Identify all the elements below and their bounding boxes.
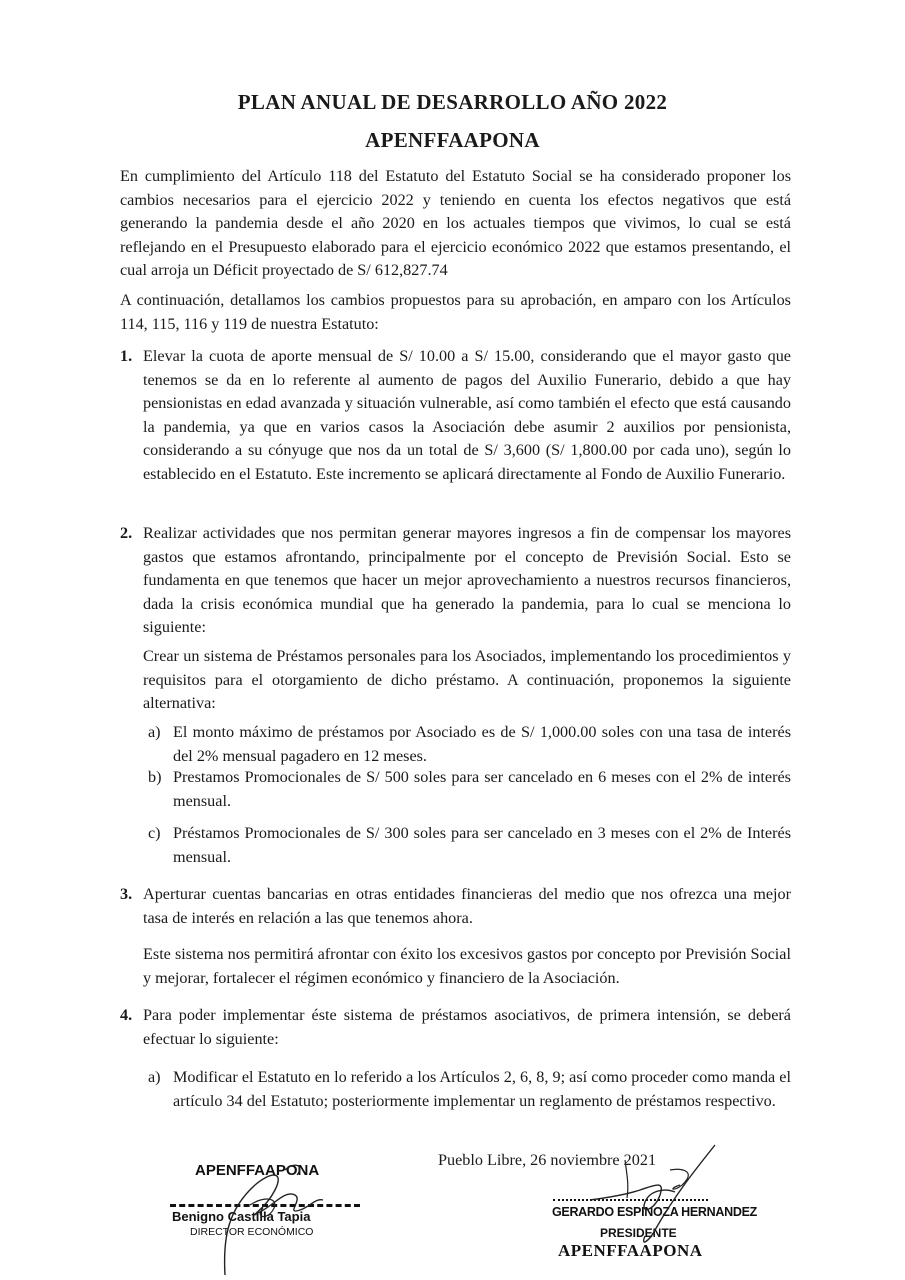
item-2b-letter: b) <box>148 768 162 786</box>
item-1-number: 1. <box>120 347 133 365</box>
item-1-text: Elevar la cuota de aporte mensual de S/ 10.00 a S/ 15.00, considerando que el mayor gasto que tenemos se da en lo referente al aumento de pagos del Auxilio Funerario, debido a que hay pensionistas en edad avanzada y situación vulnerable, así como también el efecto que está causando la pandemia, ya que en varios casos la Asociación debe asumir 2 auxilios por pensionista, considerando a su cónyuge que nos da un total de S/ 3,600 (S/ 1,800.00 por cada uno), según lo establecido en el Estatuto. Este incremento se aplicará directamente al Fondo de Auxilio Funerario. <box>143 347 791 483</box>
left-handwritten-signature <box>215 1150 335 1280</box>
left-signer-name: Benigno Castilla Tapia <box>172 1209 311 1224</box>
item-4a-letter: a) <box>148 1068 161 1086</box>
item-2-followup: Crear un sistema de Préstamos personales para los Asociados, implementando los procedimientos y requisitos para el otorgamiento de dicho préstamo. A continuación, proponemos la siguiente alternativa: <box>143 647 791 712</box>
right-signer-name: GERARDO ESPINOZA HERNANDEZ <box>552 1205 757 1219</box>
right-signer-role: PRESIDENTE <box>600 1226 677 1240</box>
item-3-followup: Este sistema nos permitirá afrontar con éxito los excesivos gastos por concepto por Previsión Social y mejorar, fortalecer el régimen económico y financiero de la Asociación. <box>143 945 791 987</box>
intro-paragraph-2: A continuación, detallamos los cambios propuestos para su aprobación, en amparo con los Artículos 114, 115, 116 y 119 de nuestra Estatuto: <box>120 291 791 333</box>
organization-name: APENFFAAPONA <box>365 128 540 152</box>
document-title: PLAN ANUAL DE DESARROLLO AÑO 2022 <box>237 90 668 114</box>
item-3-text: Aperturar cuentas bancarias en otras entidades financieras del medio que nos ofrezca una mejor tasa de interés en relación a las que tenemos ahora. <box>143 885 791 927</box>
item-2c-text: Préstamos Promocionales de S/ 300 soles para ser cancelado en 3 meses con el 2% de Interés mensual. <box>173 824 791 866</box>
place-date: Pueblo Libre, 26 noviembre 2021 <box>438 1151 657 1169</box>
left-signer-role: DIRECTOR ECONÓMICO <box>190 1226 314 1238</box>
item-2c-letter: c) <box>148 824 161 842</box>
right-stamp-org: APENFFAAPONA <box>558 1241 703 1260</box>
item-2b-text: Prestamos Promocionales de S/ 500 soles para ser cancelado en 6 meses con el 2% de interés mensual. <box>173 768 791 810</box>
item-4-text: Para poder implementar éste sistema de préstamos asociativos, de primera intensión, se deberá efectuar lo siguiente: <box>143 1006 791 1048</box>
left-stamp-org: APENFFAAPONA <box>195 1162 320 1179</box>
item-3-number: 3. <box>120 885 133 903</box>
item-4-number: 4. <box>120 1006 133 1024</box>
item-4a-text: Modificar el Estatuto en lo referido a los Artículos 2, 6, 8, 9; así como proceder como manda el artículo 34 del Estatuto; posteriormente implementar un reglamento de préstamos respectivo. <box>173 1068 791 1110</box>
item-2a-letter: a) <box>148 723 161 741</box>
right-handwritten-signature <box>585 1140 725 1250</box>
item-2a-text: El monto máximo de préstamos por Asociado es de S/ 1,000.00 soles con una tasa de interés del 2% mensual pagadero en 12 meses. <box>173 723 791 765</box>
item-2-number: 2. <box>120 524 133 542</box>
item-2-text: Realizar actividades que nos permitan generar mayores ingresos a fin de compensar los mayores gastos que estamos afrontando, principalmente por el concepto de Previsión Social. Esto se fundamenta en que tenemos que hacer un mejor aprovechamiento a nuestros recursos financieros, dada la crisis económica mundial que ha generado la pandemia, para lo cual se menciona lo siguiente: <box>143 524 791 636</box>
intro-paragraph: En cumplimiento del Artículo 118 del Estatuto del Estatuto Social se ha considerado proponer los cambios necesarios para el ejercicio 2022 y teniendo en cuenta los efectos negativos que está generando la pandemia desde el año 2020 en los actuales tiempos que vivimos, lo cual se está reflejando en el Presupuesto elaborado para el ejercicio económico 2022 que estamos presentando, el cual arroja un Déficit proyectado de S/ 612,827.74 <box>120 167 791 279</box>
